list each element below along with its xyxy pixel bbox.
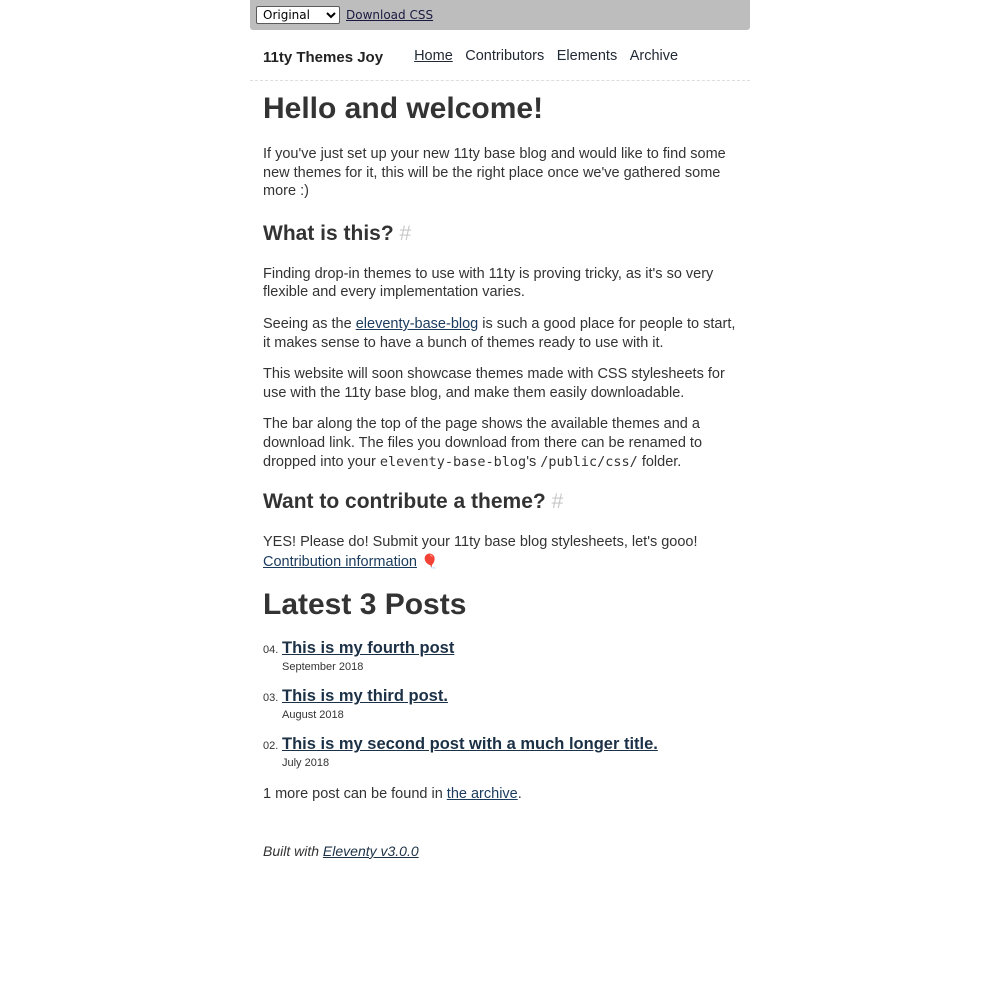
what-paragraph-2: [263, 315, 737, 352]
archive-link[interactable]: the archive: [446, 786, 518, 803]
post-title-link[interactable]: This is my fourth post: [282, 639, 455, 658]
nav-home[interactable]: Home: [414, 47, 453, 64]
site-header: [250, 30, 750, 81]
p4-after: folder.: [637, 453, 682, 470]
archive-note-end: .: [517, 786, 522, 803]
what-paragraph-1: Finding drop-in themes to use with 11ty is proving tricky, as it's so very flexible and every implementation varies.: [263, 265, 714, 301]
post-item: [263, 687, 737, 721]
what-heading: [263, 221, 737, 247]
code-public-css: /public/css/: [540, 453, 638, 470]
latest-posts-heading: Latest 3 Posts: [263, 588, 467, 622]
theme-select[interactable]: [256, 6, 340, 24]
contribute-anchor-link[interactable]: #: [551, 490, 564, 514]
intro-paragraph: If you've just set up your new 11ty base blog and would like to find some new themes for it, this will be the right place once we've gathered some more :): [263, 146, 726, 200]
contribute-heading: [263, 489, 737, 515]
post-item: [263, 639, 737, 673]
main-content: [250, 91, 750, 861]
site-footer: [263, 842, 737, 861]
archive-note: [263, 785, 737, 804]
p2-before: Seeing as the: [263, 315, 356, 332]
code-eleventy-base-blog: eleventy-base-blog: [379, 453, 527, 470]
balloon-icon: 🎈: [420, 552, 439, 569]
p2-after: is such a good place for people to start, it makes sense to have a bunch of themes ready to use with it.: [263, 315, 736, 351]
download-css-link[interactable]: Download CSS: [346, 8, 434, 22]
contribute-text: YES! Please do! Submit your 11ty base blog stylesheets, let's gooo!: [263, 534, 698, 551]
post-number: 03.: [263, 692, 279, 705]
post-number: 04.: [263, 644, 279, 657]
post-date: July 2018: [282, 757, 330, 770]
eleventy-base-blog-link[interactable]: eleventy-base-blog: [355, 315, 479, 332]
main-nav: [414, 48, 690, 64]
post-title-link[interactable]: This is my second post with a much longer title.: [282, 735, 658, 754]
site-title-link[interactable]: 11ty Themes Joy: [263, 48, 384, 66]
nav-contributors[interactable]: Contributors: [465, 47, 545, 64]
p4-before: The bar along the top of the page shows the available themes and a download link. The files you download from there can be renamed to dropped into your: [263, 416, 703, 470]
eleventy-version-link[interactable]: Eleventy v3.0.0: [322, 842, 419, 859]
post-date: September 2018: [282, 661, 364, 674]
footer-text: Built with: [263, 842, 323, 859]
nav-elements[interactable]: Elements: [556, 47, 618, 64]
post-title-link[interactable]: This is my third post.: [282, 687, 448, 706]
theme-bar: [250, 0, 750, 30]
p4-mid: 's: [526, 453, 541, 470]
page-title: Hello and welcome!: [263, 92, 544, 125]
nav-archive[interactable]: Archive: [629, 47, 679, 64]
post-number: 02.: [263, 740, 279, 753]
post-list: [263, 639, 737, 769]
what-paragraph-3: This website will soon showcase themes made with CSS stylesheets for use with the 11ty base blog, and make them easily downloadable.: [263, 366, 725, 401]
post-item: [263, 735, 737, 769]
archive-note-text: 1 more post can be found in: [263, 786, 447, 803]
what-paragraph-4: [263, 415, 737, 471]
contribute-paragraph: [263, 533, 737, 571]
what-heading-text: What is this?: [263, 221, 394, 245]
contribution-information-link[interactable]: Contribution information: [263, 553, 417, 570]
post-date: August 2018: [282, 709, 344, 722]
site: [250, 30, 750, 861]
what-anchor-link[interactable]: #: [399, 221, 412, 245]
contribute-heading-text: Want to contribute a theme?: [263, 490, 546, 514]
